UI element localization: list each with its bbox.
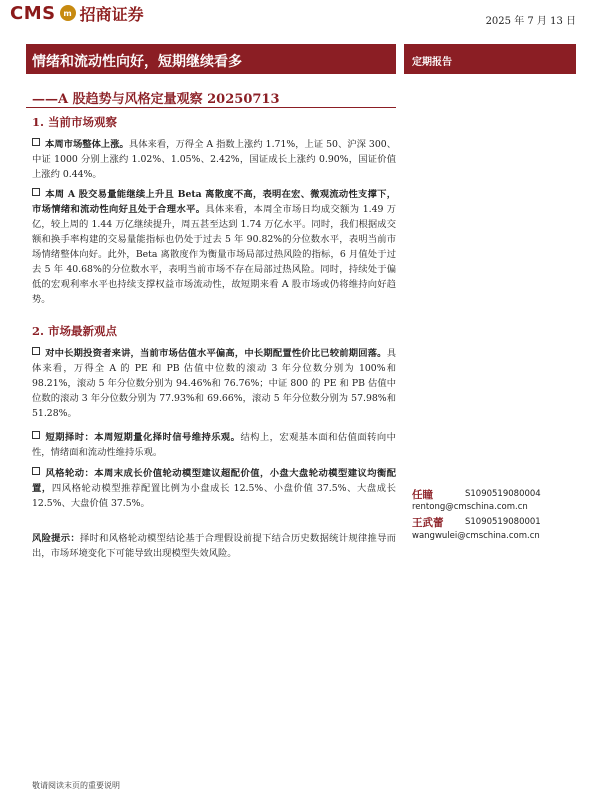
risk-text: 择时和风格轮动模型结论基于合理假设前提下结合历史数据统计规律推导而出，市场环境变化下可能导致出现模型失效风险。 — [32, 533, 396, 559]
analyst-email[interactable]: wangwulei@cmschina.com.cn — [412, 531, 540, 541]
logo-cms-text: CMS — [10, 2, 56, 24]
section-heading: 1. 当前市场观察 — [32, 115, 118, 129]
risk-label: 风险提示： — [32, 533, 80, 544]
paragraph: 对中长期投资者来讲，当前市场估值水平偏高，中长期配置性价比已较前期回落。具体来看，万得全 A 的 PE 和 PB 估值中位数的滚动 3 年分位数分别为 100%和 98.21%，滚动 5 年分位数分别为 94.46%和 76.76%；中证 800 的 PE 和 PB 估值中位数的滚动 3 年分位数分别为 77.93%和 69.66%，滚动 5 年分位数分别为 57.98%和 51.28%。 — [32, 348, 396, 419]
risk-warning — [32, 531, 396, 561]
section-heading: 2. 市场最新观点 — [32, 324, 118, 338]
analyst-email[interactable]: rentong@cmschina.com.cn — [412, 502, 528, 512]
logo-chinese-text: 招商证券 — [79, 4, 144, 24]
report-type-label: 定期报告 — [412, 57, 452, 68]
analyst-name: 任瞳 — [412, 489, 433, 501]
report-title: 情绪和流动性向好，短期继续看多 — [32, 54, 242, 70]
subtitle-divider — [26, 107, 396, 108]
company-logo — [10, 2, 144, 24]
paragraph: 本周 A 股交易量能继续上升且 Beta 离散度不高，表明在宏、微观流动性支撑下，市场情绪和流动性向好且处于合理水平。具体来看，本周全市场日均成交额为 1.49 万亿，较上周的 1.44 万亿继续提升，周五甚至达到 1.74 万亿水平。同时，我们根据成交额和换手率构建的交易量能指标也仍处于过去 5 年 90.82%的分位数水平，表明当前市场情绪整体向好。此外，Beta 离散度作为衡量市场局部过热风险的指标，6 月值处于过去 5 年 40.68%的分位数水平，表明当前市场不存在局部过热风险。同时，持续处于偏低的宏观利率水平也持续支撑权益市场流动性，故短期来看 A 股市场或仍将维持向好趋势。 — [32, 189, 396, 305]
analyst-id: S1090519080001 — [465, 517, 541, 527]
paragraph: 本周市场整体上涨。具体来看，万得全 A 指数上涨约 1.71%，上证 50、沪深 300、中证 1000 分别上涨约 1.02%、1.05%、2.42%，国证成长上涨约 0.90%，国证价值上涨约 0.44%。 — [32, 139, 396, 180]
checkbox-bullet-icon — [32, 188, 40, 196]
checkbox-bullet-icon — [32, 431, 40, 439]
analyst-id: S1090519080004 — [465, 489, 541, 499]
paragraph: 风格轮动：本周末成长价值轮动模型建议超配价值，小盘大盘轮动模型建议均衡配置，四风格轮动模型推荐配置比例为小盘成长 12.5%、小盘价值 37.5%、大盘成长 12.5%、大盘价值 37.5%。 — [32, 468, 396, 509]
report-subtitle: ——A 股趋势与风格定量观察 20250713 — [32, 92, 280, 107]
footer-disclaimer: 敬请阅读末页的重要说明 — [32, 781, 120, 790]
checkbox-bullet-icon — [32, 138, 40, 146]
paragraph: 短期择时：本周短期量化择时信号维持乐观。结构上，宏观基本面和估值面转向中性，情绪面和流动性维持乐观。 — [32, 432, 396, 458]
checkbox-bullet-icon — [32, 467, 40, 475]
report-date: 2025 年 7 月 13 日 — [485, 16, 576, 27]
analyst-name: 王武蕾 — [412, 517, 444, 529]
logo-emblem-icon: m — [60, 5, 76, 21]
checkbox-bullet-icon — [32, 347, 40, 355]
